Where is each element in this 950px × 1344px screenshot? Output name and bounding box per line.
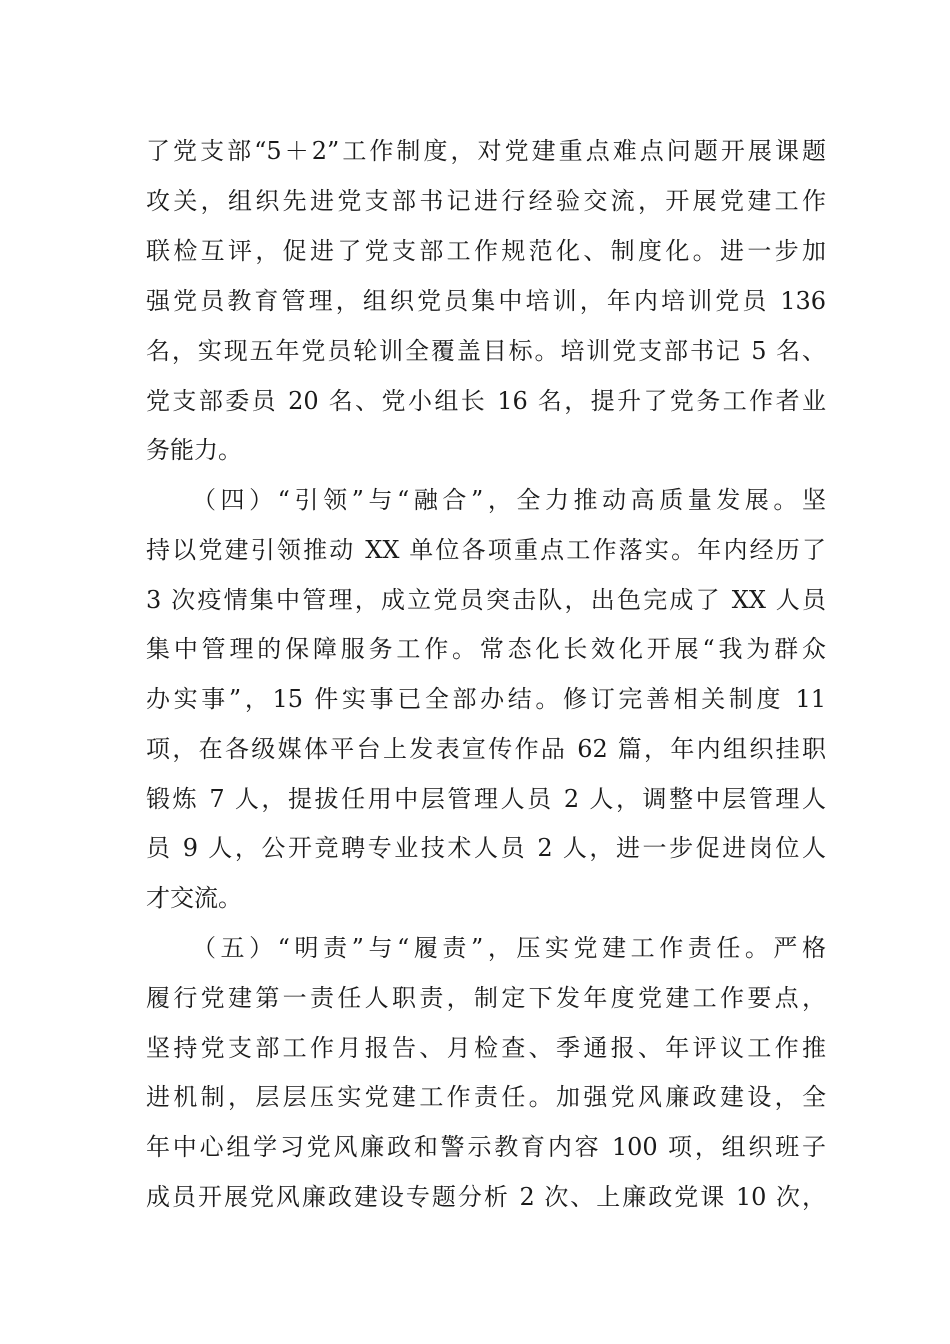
text-line-6: 党支部委员 20 名、党小组长 16 名，提升了党务工作者业 — [146, 387, 826, 415]
text-line-10: 3 次疫情集中管理，成立党员突击队，出色完成了 XX 人员 — [146, 586, 826, 614]
text-line-16: 才交流。 — [146, 884, 242, 912]
text-line-13: 项，在各级媒体平台上发表宣传作品 62 篇，年内组织挂职 — [146, 735, 826, 763]
text-line-21: 年中心组学习党风廉政和警示教育内容 100 项，组织班子 — [146, 1133, 826, 1161]
text-line-15: 员 9 人，公开竞聘专业技术人员 2 人，进一步促进岗位人 — [146, 834, 826, 862]
text-line-12: 办实事”，15 件实事已全部办结。修订完善相关制度 11 — [146, 685, 826, 713]
text-line-17: （五）“明责”与“履责”，压实党建工作责任。严格 — [192, 934, 826, 962]
text-line-7: 务能力。 — [146, 436, 242, 464]
text-line-2: 攻关，组织先进党支部书记进行经验交流，开展党建工作 — [146, 187, 826, 215]
text-line-20: 进机制，层层压实党建工作责任。加强党风廉政建设，全 — [146, 1083, 826, 1111]
text-line-4: 强党员教育管理，组织党员集中培训，年内培训党员 136 — [146, 287, 826, 315]
text-line-1: 了党支部“5＋2”工作制度，对党建重点难点问题开展课题 — [146, 137, 826, 165]
text-line-5: 名，实现五年党员轮训全覆盖目标。培训党支部书记 5 名、 — [146, 337, 826, 365]
text-line-22: 成员开展党风廉政建设专题分析 2 次、上廉政党课 10 次， — [146, 1183, 826, 1211]
text-line-11: 集中管理的保障服务工作。常态化长效化开展“我为群众 — [146, 635, 826, 663]
text-line-8: （四）“引领”与“融合”，全力推动高质量发展。坚 — [192, 486, 826, 514]
text-line-14: 锻炼 7 人，提拔任用中层管理人员 2 人，调整中层管理人 — [146, 785, 826, 813]
text-line-9: 持以党建引领推动 XX 单位各项重点工作落实。年内经历了 — [146, 536, 826, 564]
text-line-18: 履行党建第一责任人职责，制定下发年度党建工作要点， — [146, 984, 826, 1012]
text-line-19: 坚持党支部工作月报告、月检查、季通报、年评议工作推 — [146, 1034, 826, 1062]
text-line-3: 联检互评，促进了党支部工作规范化、制度化。进一步加 — [146, 237, 826, 265]
